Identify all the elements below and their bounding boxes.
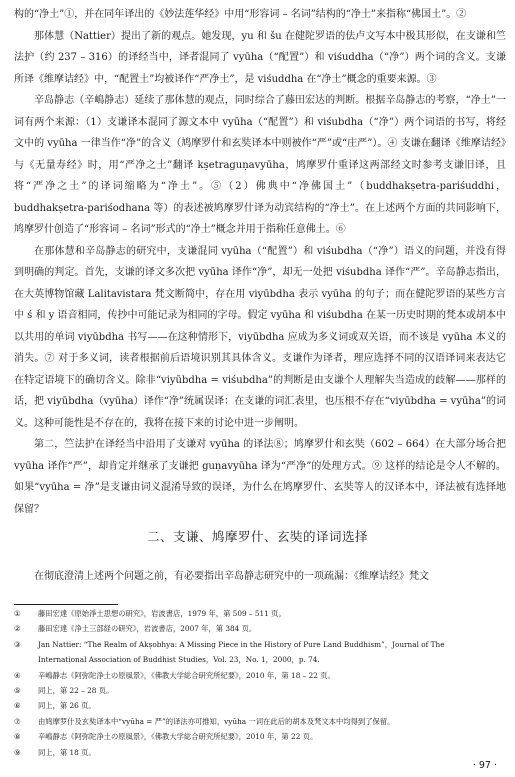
footnote-text: 辛嶋静志《阿弥陀浄土の原風景》，《佛教大学総合研究所紀要》，2010 年，第 18 – 22 页。 [38, 670, 335, 680]
footnote-text: 藤田宏達《原始淨土思想の研究》，岩波書店，1979 年，第 509 – 511 页。 [38, 609, 286, 618]
paragraph: 构的“净土”①，并在同年译出的《妙法莲华经》中用“形容词 – 名词”结构的“净土”来指称“佛国土”。② [14, 9, 467, 20]
footnote [14, 683, 508, 698]
footnote-text: 由鸠摩罗什及玄奘译本中“vyūha = 严”的译法亦可推知，vyūha 一词在此后的胡本及梵文本中均得到了保留。 [38, 716, 395, 726]
footnote-text: Jan Nattier: “The Realm of Akṣobhya: A Missing Piece in the History of Pure Land Buddhism”，Journal of The [38, 639, 445, 649]
footnote [14, 668, 508, 683]
footnote [14, 606, 508, 621]
footnote-number: ⑥ [14, 701, 21, 711]
section-heading: 二、支谦、鸠摩罗什、玄奘的译词选择 [146, 529, 368, 544]
footnote-number: ⑦ [14, 716, 21, 726]
paragraph: 第二，竺法护在译经当中沿用了支谦对 vyūha 的译法⑧；鸠摩罗什和玄奘（602 – 664）在大部分场合把 vyūha 译作“严”，却肯定并继承了支谦把 guṇavyūha 译为“严净”的处理方式。⑨ 这样的结论是令人不解的。如果“vyūha = 净”是支谦由词义混淆导致的误译，为什么在鸠摩罗什、玄奘等人的汉译本中，译法被有选择地保留？ [14, 439, 506, 515]
footnote [14, 621, 508, 636]
footnote-number: ③ [14, 639, 21, 649]
footnote-number: ④ [14, 670, 21, 680]
footnote [14, 745, 508, 760]
footnote-text: 辛嶋静志《阿弥陀浄土の原風景》，《佛教大学総合研究所紀要》，2010 年，第 22 页。 [38, 732, 318, 742]
footnote [14, 714, 508, 729]
paragraph: 那体慧（Nattier）提出了新的观点。她发现，yu 和 šu 在健陀罗语的佉卢文写本中极其形似，在支谦和竺法护（约 237 – 316）的译经当中，译者混同了 vyūha（“配置”）和 viśuddha（“净”）两个词的含义。支谦所译《维摩诘经》中，“配置土”均被译作“严净土”，是 viśuddha 在“净土”概念的重要来源。③ [14, 30, 506, 85]
footnote-number: ⑧ [14, 732, 21, 742]
footnote [14, 652, 508, 667]
page-number: · 97 · [472, 760, 497, 771]
footnote-number [14, 652, 38, 667]
footnote-text: 同上，第 18 页。 [38, 747, 96, 757]
footnote [14, 698, 508, 713]
paragraph: 在彻底澄清上述两个问题之前，有必要指出辛岛静志研究中的一项疏漏：《维摩诘经》梵文 [34, 571, 429, 582]
footnote-number: ⑤ [14, 686, 21, 696]
footnote-number: ② [14, 624, 21, 634]
footnote-text: 藤田宏達《浄土三部経の研究》，岩波書店，2007 年，第 384 页。 [38, 624, 257, 634]
footnote-number: ⑨ [14, 747, 21, 757]
footnote-text: 同上，第 22 – 28 页。 [38, 686, 114, 696]
footnote-divider [14, 604, 118, 605]
footnote-text: 同上，第 26 页。 [38, 701, 96, 711]
footnote-text: International Association of Buddhist Studies，Vol. 23，No. 1，2000，p. 74. [38, 655, 320, 665]
body-text [14, 4, 506, 520]
footnote [14, 729, 508, 744]
footnotes [14, 606, 508, 760]
footnote [14, 637, 508, 652]
footnote-number: ① [14, 609, 21, 618]
paragraph: 在那体慧和辛岛静志的研究中，支谦混同 vyūha（“配置”）和 viśubdha（“净”）语义的问题，并没有得到明确的判定。首先，支谦的译文多次把 vyūha 译作“净”，却无一处把 viśubdha 译作“严”。辛岛静志指出，在大英博物馆藏 Lalitavistara 梵文断简中，存在用 viyūbdha 表示 vyūha 的句子；而在健陀罗语的某些方言中 ś 和 y 语音相同，传抄中可能记录为相同的字母。假定 vyūha 和 viśubdha 在某一历史时期的梵本或胡本中以共用的单词 viyūbdha 书写——在这种情形下，viyūbdha 应成为多义词或双关语，而不该是 vyūha 本义的消失。⑦ 对于多义词，读者根据前后语境识别其具体含义。支谦作为译者，理应选择不同的汉语译词来表达它在特定语境下的确切含义。除非“viyūbdha = viśubdha”的判断是由支谦个人理解失当造成的歧解——那样的话，把 viyūbdha（vyūha）译作“净”统属误译：在支谦的词汇表里，也压根不存在“viyūbdha = vyūha”的词义。这种可能性是不存在的，我将在接下来的讨论中进一步阐明。 [14, 245, 506, 429]
paragraph: 辛岛静志（辛嶋静志）延续了那体慧的观点，同时综合了藤田宏达的判断。根据辛岛静志的考察，“净土”一词有两个来源：（1）支谦译本混同了源文本中 vyūha（“配置”）和 viśubdha（“净”）两个词语的书写，将经文中的 vyūha 一律当作“净”的含义（鸠摩罗什和玄奘译本中则被作“严”或“庄严”）。④ 支谦在翻译《维摩诘经》与《无量寿经》时，用“严净之土”翻译 kṣetraguṇavyūha，鸠摩罗什重译这两部经文时参考支谦旧译，且将“严净之土”的译词缩略为“净土”。⑤（2）佛典中“净佛国土”（buddhakṣetra-pariśuddhi，buddhakṣetra-pariśodhana 等）的表述被鸠摩罗什译为动宾结构的“净土”。在上述两个方面的共同影响下，鸠摩罗什创造了“形容词 – 名词”形式的“净土”概念并用于指称任意佛土。⑥ [14, 95, 506, 235]
